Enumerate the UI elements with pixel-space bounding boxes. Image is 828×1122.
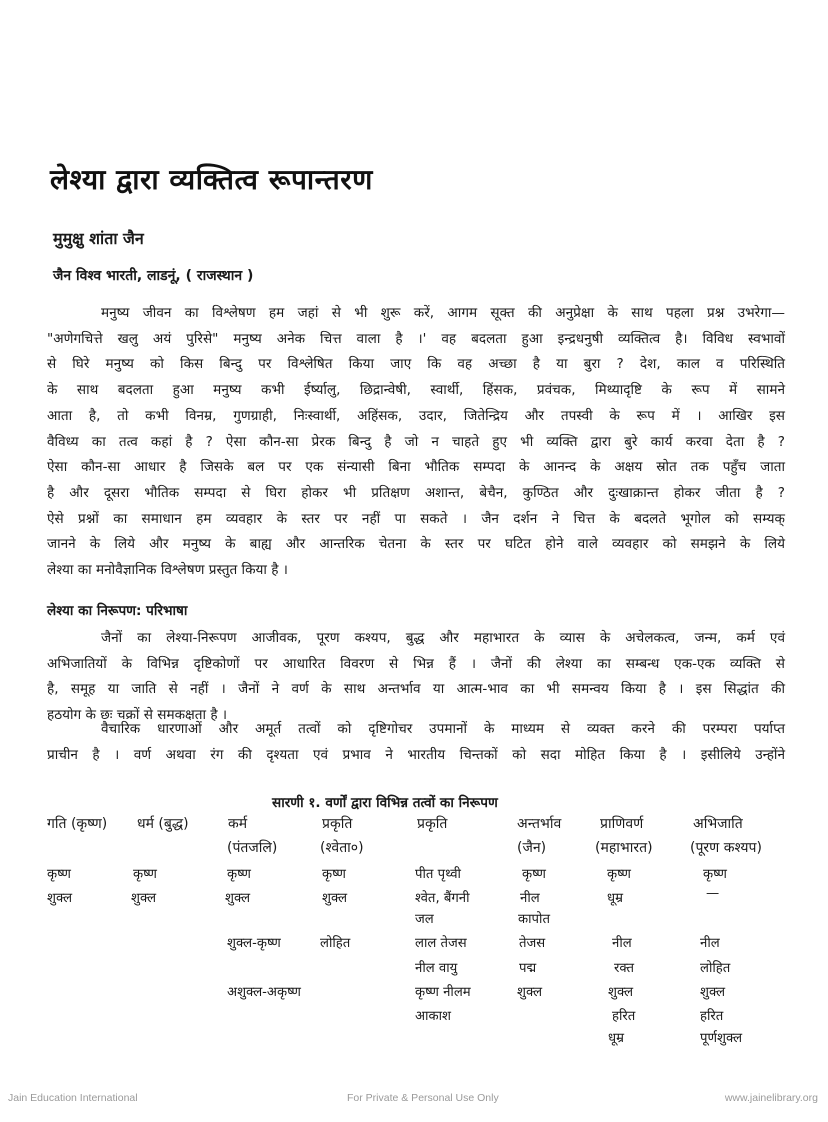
- paragraph-line: वैविध्य का तत्व कहां है ? ऐसा कौन-सा प्रेरक बिन्दु है जो न चाहते हुए भी व्यक्ति द्वारा बुरे कार्य करवा देता है ?: [47, 433, 785, 450]
- table-header: अभिजाति: [693, 816, 743, 832]
- table-cell: शुक्ल: [700, 985, 726, 1000]
- table-cell: कृष्ण नीलम: [415, 985, 471, 1000]
- table-cell: जल: [415, 912, 434, 927]
- paragraph-line: आता है, तो कभी विनम्र, गुणग्राही, निःस्वार्थी, अहिंसक, उदार, जितेन्द्रिय और तपस्वी के रूप में । आखिर इस: [47, 407, 785, 424]
- table-cell: हरित: [700, 1009, 724, 1024]
- table-cell: तेजस: [519, 936, 546, 951]
- table-cell: कृष्ण: [703, 867, 727, 882]
- author-affiliation: जैन विश्व भारती, लाडनूं, ( राजस्थान ): [53, 268, 254, 284]
- table-cell: लोहित: [700, 961, 731, 976]
- table-header: कर्म: [228, 816, 248, 832]
- table-cell: शुक्ल: [225, 891, 251, 906]
- table-cell: कृष्ण: [227, 867, 251, 882]
- article-author: मुमुक्षु शांता जैन: [53, 229, 144, 248]
- table-header-sub: (पंतजलि): [227, 840, 278, 856]
- table-cell: पद्म: [519, 961, 537, 976]
- table-caption: सारणी १. वर्णों द्वारा विभिन्न तत्वों का निरूपण: [272, 795, 498, 811]
- table-cell: हरित: [612, 1009, 636, 1024]
- paragraph-line: है और दूसरा भौतिक सम्पदा से घिरा होकर भी प्रतिक्षण अशान्त, बेचैन, कुण्ठित और दुःखाक्रान्त होकर जीता है ?: [47, 484, 785, 501]
- table-cell: कृष्ण: [522, 867, 546, 882]
- table-cell: अशुक्ल-अकृष्ण: [227, 985, 301, 1000]
- table-cell: आकाश: [415, 1009, 451, 1024]
- table-header: गति (कृष्ण): [47, 816, 108, 832]
- table-cell: शुक्ल: [47, 891, 73, 906]
- table-cell: कृष्ण: [322, 867, 346, 882]
- paragraph-line: "अणेगचित्ते खलु अयं पुरिसे" मनुष्य अनेक चित्त वाला है ।' वह बदलता हुआ इन्द्रधनुषी व्यक्तित्व है। विविध स्वभावों: [47, 330, 785, 347]
- paragraph-line: हठयोग के छः चक्रों से समकक्षता है ।: [47, 707, 228, 724]
- table-header: प्रकृति: [322, 816, 353, 832]
- table-cell: नील: [612, 936, 632, 951]
- definition-paragraph: [47, 626, 785, 729]
- table-header: प्रकृति: [417, 816, 448, 832]
- table-cell: नील: [520, 891, 540, 906]
- table-header-sub: (श्वेता०): [320, 840, 364, 856]
- footer-usage-notice: For Private & Personal Use Only: [347, 1092, 499, 1104]
- paragraph-line: वैचारिक धारणाओं और अमूर्त तत्वों को दृष्टिगोचर उपमानों के माध्यम से व्यक्त करने की परम्परा पर्याप्त: [101, 721, 785, 737]
- table-cell: —: [706, 886, 720, 901]
- table-cell: कृष्ण: [47, 867, 71, 882]
- table-cell: लोहित: [320, 936, 351, 951]
- table-header-sub: (जैन): [517, 840, 547, 856]
- table-header: प्राणिवर्ण: [600, 816, 644, 832]
- table-cell: नील वायु: [415, 961, 458, 976]
- table-header-sub: (पूरण कश्यप): [690, 840, 762, 856]
- paragraph-line: मनुष्य जीवन का विश्लेषण हम जहां से भी शुरू करें, आगम सूक्त की अनुप्रेक्षा के साथ पहला प्रश्न उभरेगा—: [101, 305, 785, 321]
- section-heading: लेश्या का निरूपण: परिभाषा: [47, 603, 188, 619]
- color-paragraph: [47, 717, 785, 768]
- paragraph-line: जानने के लिये और मनुष्य के बाह्य और आन्तरिक चेतना के स्तर पर घटित होने वाले व्यवहार को समझने के लिये: [47, 536, 785, 553]
- table-cell: रक्त: [614, 961, 634, 976]
- table-cell: कापोत: [518, 912, 550, 927]
- paragraph-line: अभिजातियों के विभिन्न दृष्टिकोणों पर आधारित विवरण से भिन्न हैं । जैनों की लेश्या का सम्बन्ध एक-एक व्यक्ति से: [47, 655, 785, 672]
- paragraph-line: के साथ बदलता हुआ मनुष्य कभी ईर्ष्यालु, छिद्रान्वेषी, स्वार्थी, हिंसक, प्रवंचक, मिथ्यादृष्टि के रूप में सामने: [47, 382, 785, 399]
- footer-publisher: Jain Education International: [8, 1092, 138, 1104]
- table-cell: शुक्ल: [131, 891, 157, 906]
- footer-website-link[interactable]: www.jainelibrary.org: [724, 1092, 818, 1104]
- table-cell: धूम्र: [608, 1031, 624, 1046]
- table-cell: श्वेत, बैंगनी: [415, 891, 470, 906]
- table-cell: शुक्ल: [517, 985, 543, 1000]
- paragraph-line: प्राचीन है । वर्ण अथवा रंग की दृश्यता एवं प्रभाव ने भारतीय चिन्तकों को सदा मोहित किया है । इसीलिये उन्होंने: [47, 746, 785, 763]
- table-cell: शुक्ल: [608, 985, 634, 1000]
- table-cell: कृष्ण: [133, 867, 157, 882]
- intro-paragraph: [47, 301, 785, 584]
- table-cell: धूम्र: [607, 891, 623, 906]
- paragraph-line: ऐसे प्रश्नों का समाधान हम व्यवहार के स्तर पर नहीं पा सकते । जैन दर्शन ने चित्त के बदलते भूगोल को सम्यक्: [47, 510, 785, 527]
- article-title: लेश्या द्वारा व्यक्तित्व रूपान्तरण: [50, 163, 373, 196]
- paragraph-line: ऐसा कौन-सा आधार है जिसके बल पर एक संन्यासी बिना भौतिक सम्पदा के आनन्द के अक्षय स्रोत तक पहुँच जाता: [47, 459, 785, 476]
- table-cell: कृष्ण: [607, 867, 631, 882]
- paragraph-line: जैनों का लेश्या-निरूपण आजीवक, पूरण कश्यप, बुद्ध और महाभारत के व्यास के अचेलकत्व, जन्म, कर्म एवं: [101, 630, 785, 646]
- table-cell: लाल तेजस: [415, 936, 467, 951]
- paragraph-line: लेश्या का मनोवैज्ञानिक विश्लेषण प्रस्तुत किया है ।: [47, 562, 288, 579]
- table-cell: शुक्ल-कृष्ण: [227, 936, 281, 951]
- table-cell: नील: [700, 936, 720, 951]
- table-cell: पूर्णशुक्ल: [700, 1031, 743, 1046]
- table-header: अन्तर्भाव: [517, 816, 562, 832]
- table-cell: पीत पृथ्वी: [415, 867, 461, 882]
- table-header: धर्म (बुद्ध): [137, 816, 189, 832]
- paragraph-line: है, समूह या जाति से नहीं । जैनों ने वर्ण के साथ अन्तर्भाव या आत्म-भाव का भी समन्वय किया है । इस सिद्धांत की: [47, 681, 785, 698]
- paragraph-line: से घिरे मनुष्य को किस बिन्दु पर विश्लेषित किया जाए कि वह अच्छा है या बुरा ? देश, काल व परिस्थिति: [47, 356, 785, 373]
- table-cell: शुक्ल: [322, 891, 348, 906]
- table-header-sub: (महाभारत): [595, 840, 653, 856]
